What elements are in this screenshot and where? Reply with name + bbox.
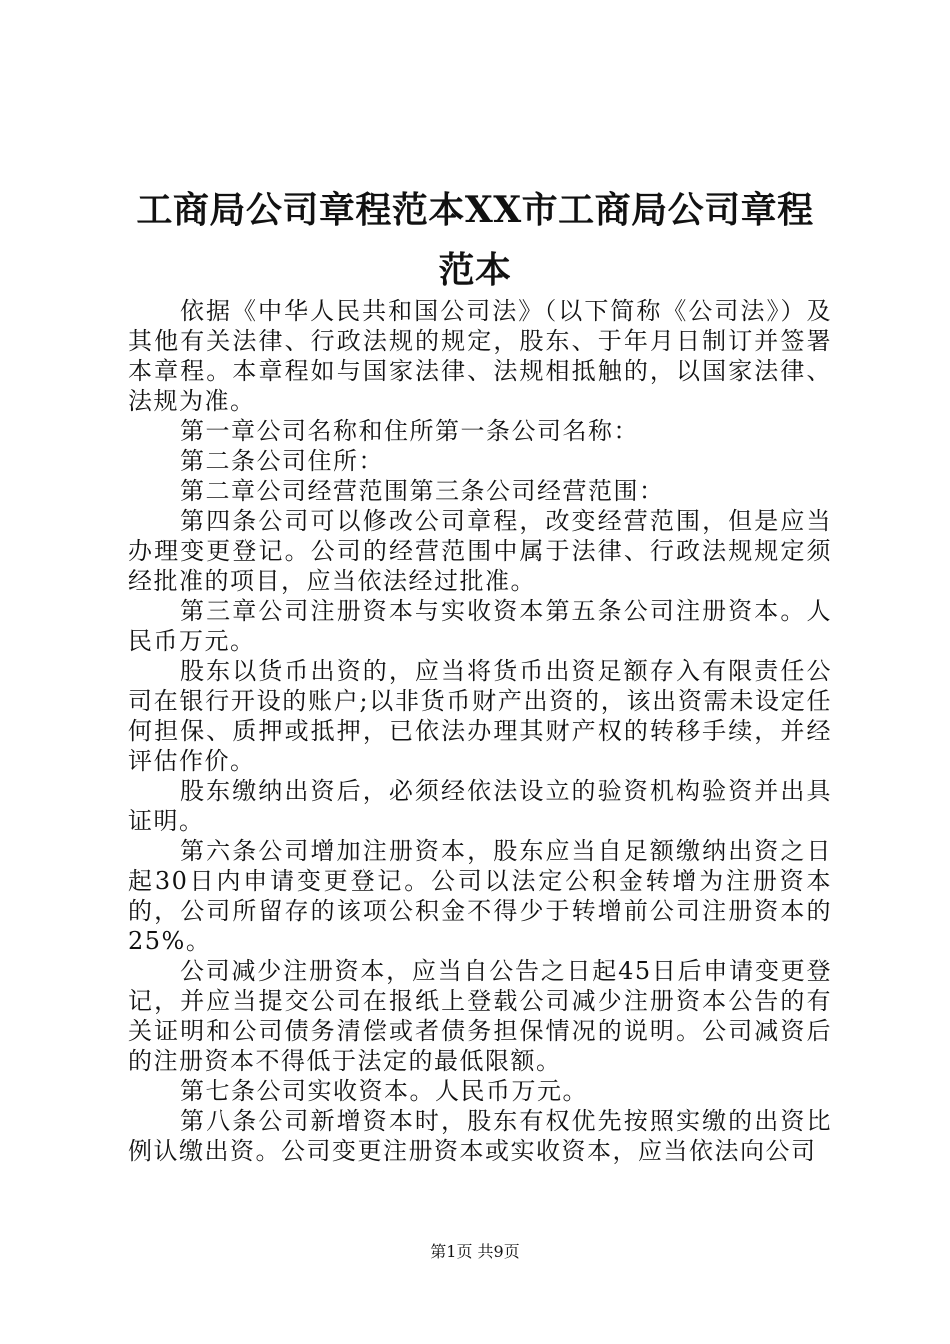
paragraph: 第八条公司新增资本时，股东有权优先按照实缴的出资比例认缴出资。公司变更注册资本或实收资本，应当依法向公司 (128, 1107, 832, 1165)
paragraph: 第二章公司经营范围第三条公司经营范围： (180, 477, 665, 505)
paragraph: 第四条公司可以修改公司章程，改变经营范围，但是应当办理变更登记。公司的经营范围中属于法律、行政法规规定须经批准的项目，应当依法经过批准。 (128, 507, 832, 595)
paragraph: 第三章公司注册资本与实收资本第五条公司注册资本。人民币万元。 (128, 597, 832, 655)
paragraph: 第七条公司实收资本。人民币万元。 (180, 1077, 588, 1105)
document-body (128, 296, 832, 1166)
document-title: 工商局公司章程范本XX市工商局公司章程范本 (136, 189, 814, 291)
paragraph: 股东以货币出资的，应当将货币出资足额存入有限责任公司在银行开设的账户;以非货币财产出资的，该出资需未设定任何担保、质押或抵押，已依法办理其财产权的转移手续，并经评估作价。 (128, 657, 832, 775)
paragraph: 公司减少注册资本，应当自公告之日起45日后申请变更登记，并应当提交公司在报纸上登载公司减少注册资本公告的有关证明和公司债务清偿或者债务担保情况的说明。公司减资后的注册资本不得低于法定的最低限额。 (128, 957, 832, 1075)
paragraph: 第一章公司名称和住所第一条公司名称： (180, 417, 639, 445)
page-footer: 第1页 共9页 (430, 1242, 520, 1261)
paragraph: 股东缴纳出资后，必须经依法设立的验资机构验资并出具证明。 (128, 777, 832, 835)
paragraph: 依据《中华人民共和国公司法》（以下简称《公司法》）及其他有关法律、行政法规的规定，股东、于年月日制订并签署本章程。本章程如与国家法律、法规相抵触的，以国家法律、法规为准。 (128, 297, 832, 415)
paragraph: 第二条公司住所： (180, 447, 384, 475)
paragraph: 第六条公司增加注册资本，股东应当自足额缴纳出资之日起30日内申请变更登记。公司以法定公积金转增为注册资本的，公司所留存的该项公积金不得少于转增前公司注册资本的25%。 (128, 837, 832, 955)
